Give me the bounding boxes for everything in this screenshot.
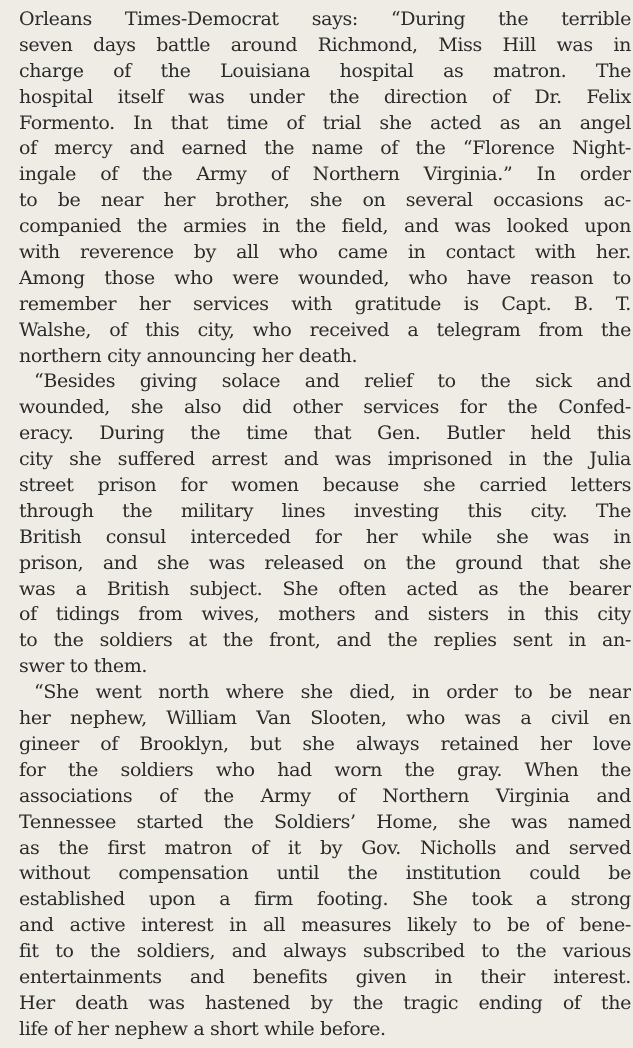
text-line: of mercy and earned the name of the “Florence Night- xyxy=(19,137,631,160)
text-line: British consul interceded for her while she was in xyxy=(19,525,631,548)
text-line: eracy. During the time that Gen. Butler held this xyxy=(19,422,631,445)
text-line: Her death was hastened by the tragic ending of the xyxy=(19,991,631,1014)
text-line: established upon a firm footing. She took a strong xyxy=(19,888,631,911)
text-line: associations of the Army of Northern Virginia and xyxy=(19,784,631,807)
text-line: northern city announcing her death. xyxy=(19,344,358,367)
text-line: entertainments and benefits given in their interest. xyxy=(19,965,631,988)
text-line: ingale of the Army of Northern Virginia.” In order xyxy=(19,163,631,186)
text-line: through the military lines investing this city. The xyxy=(19,499,631,522)
text-line: to be near her brother, she on several occasions ac- xyxy=(19,189,631,212)
text-line: of tidings from wives, mothers and sisters in this city xyxy=(19,603,631,626)
text-line: life of her nephew a short while before. xyxy=(19,1017,386,1040)
text-line: charge of the Louisiana hospital as matron. The xyxy=(19,59,631,82)
text-line: prison, and she was released on the ground that she xyxy=(19,551,631,574)
text-line: to the soldiers at the front, and the replies sent in an- xyxy=(19,629,631,652)
text-line: fit to the soldiers, and always subscribed to the various xyxy=(19,940,631,963)
text-line: remember her services with gratitude is Capt. B. T. xyxy=(19,292,631,315)
text-line: for the soldiers who had worn the gray. When the xyxy=(19,758,631,781)
text-line: wounded, she also did other services for the Confed- xyxy=(19,396,631,419)
text-line: swer to them. xyxy=(19,655,148,678)
text-line: “Besides giving solace and relief to the sick and xyxy=(34,370,631,393)
text-line: Among those who were wounded, who have reason to xyxy=(19,266,631,289)
text-line: seven days battle around Richmond, Miss Hill was in xyxy=(19,33,631,56)
text-line: street prison for women because she carried letters xyxy=(19,474,631,497)
text-line: gineer of Brooklyn, but she always retained her love xyxy=(19,732,631,755)
text-line: city she suffered arrest and was imprisoned in the Julia xyxy=(19,448,631,471)
text-line: “She went north where she died, in order to be near xyxy=(34,681,631,704)
text-line: without compensation until the institution could be xyxy=(19,862,631,885)
text-line: was a British subject. She often acted as the bearer xyxy=(19,577,631,600)
text-line: Tennessee started the Soldiers’ Home, she was named xyxy=(19,810,631,833)
article-body xyxy=(19,7,631,1043)
text-line: as the first matron of it by Gov. Nicholls and served xyxy=(19,836,631,859)
text-line: her nephew, William Van Slooten, who was a civil en xyxy=(19,707,631,730)
text-line: companied the armies in the field, and was looked upon xyxy=(19,215,631,238)
text-line: with reverence by all who came in contact with her. xyxy=(19,241,631,264)
text-line: Orleans Times-Democrat says: “During the terrible xyxy=(19,8,631,30)
text-line: and active interest in all measures likely to be of bene- xyxy=(19,914,631,937)
text-line: Formento. In that time of trial she acted as an angel xyxy=(19,111,631,134)
text-line: Walshe, of this city, who received a telegram from the xyxy=(19,318,631,341)
text-line: hospital itself was under the direction of Dr. Felix xyxy=(19,85,631,108)
